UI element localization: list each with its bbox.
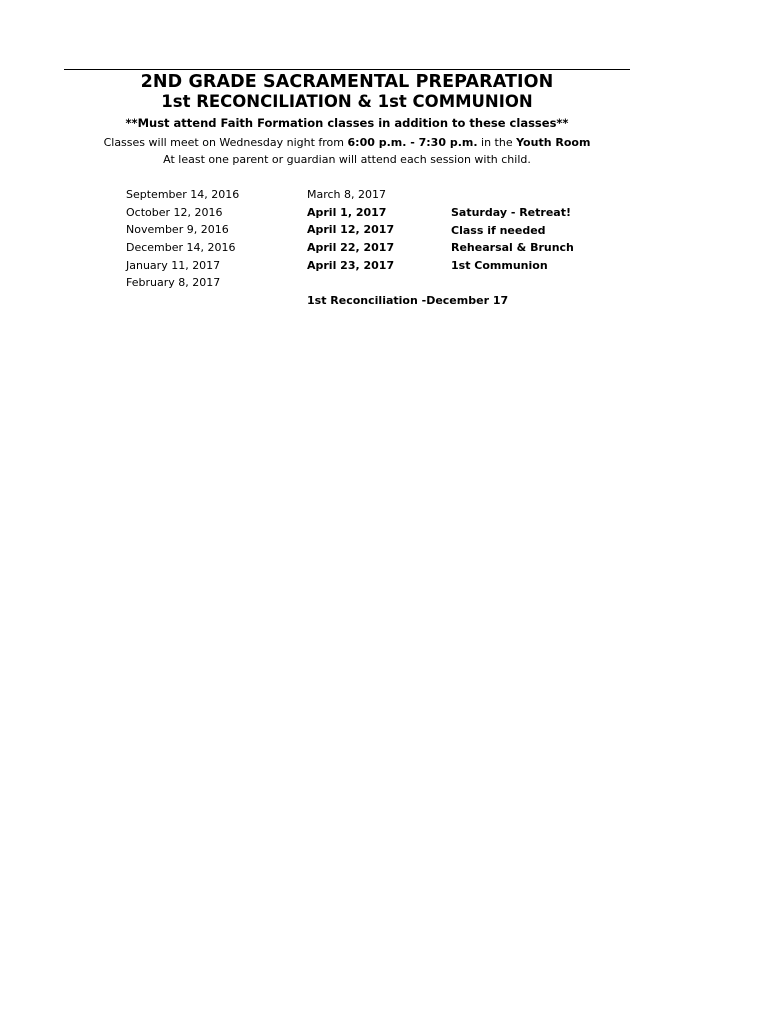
class-date: January 11, 2017 [126,258,221,272]
class-date: March 8, 2017 [307,188,387,201]
event-label: Rehearsal & Brunch [451,241,574,255]
meeting-place: Youth Room [516,136,591,149]
event-label: Class if needed [451,223,546,237]
meeting-time: 6:00 p.m. - 7:30 p.m. [347,136,478,149]
class-date: April 23, 2017 [307,258,395,272]
meeting-info [64,136,630,149]
page-subtitle: 1st RECONCILIATION & 1st COMMUNION [161,92,533,111]
class-date: February 8, 2017 [126,276,221,290]
class-date: April 12, 2017 [307,223,395,237]
attendance-note: **Must attend Faith Formation classes in addition to these classes** [125,116,569,130]
class-date: April 1, 2017 [307,205,387,219]
schedule-column-3 [451,204,574,275]
event-label: 1st Communion [451,259,548,273]
schedule-column-1 [126,186,239,292]
class-date: September 14, 2016 [126,188,240,201]
class-date: November 9, 2016 [126,223,229,237]
meeting-info-text: Classes will meet on Wednesday night from [103,136,348,149]
page-title: 2ND GRADE SACRAMENTAL PREPARATION [140,72,554,92]
class-date: April 22, 2017 [307,241,395,255]
meeting-info-mid: in the [477,136,517,149]
parent-requirement: At least one parent or guardian will attend each session with child. [163,153,531,166]
event-label: Saturday - Retreat! [451,206,571,219]
schedule-column-2 [307,186,394,274]
reconciliation-date: 1st Reconciliation -December 17 [307,294,509,307]
top-rule [64,69,630,70]
class-date: December 14, 2016 [126,241,236,255]
class-date: October 12, 2016 [126,205,223,219]
